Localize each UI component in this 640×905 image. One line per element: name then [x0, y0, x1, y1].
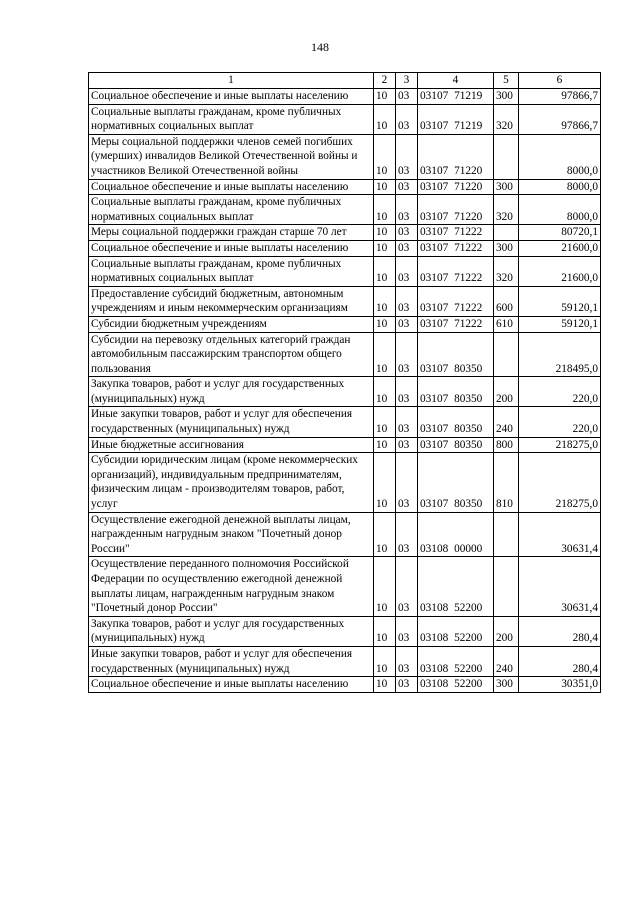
row-subsection-cell: 03: [396, 256, 418, 286]
row-expense-type-cell: 610: [494, 316, 519, 332]
row-subsection-cell: 03: [396, 616, 418, 646]
row-subsection-cell: 03: [396, 437, 418, 453]
row-section-cell: 10: [374, 134, 396, 179]
table-row: [89, 225, 601, 241]
row-target-code-cell: 03108 00000: [418, 512, 494, 557]
row-amount-cell: 59120,1: [519, 286, 601, 316]
table-row: [89, 179, 601, 195]
row-amount-cell: 218275,0: [519, 453, 601, 512]
row-expense-type-cell: 300: [494, 89, 519, 105]
row-subsection-cell: 03: [396, 512, 418, 557]
table-row: [89, 646, 601, 676]
row-expense-type-cell: 600: [494, 286, 519, 316]
table-row: [89, 256, 601, 286]
row-name-cell: Закупка товаров, работ и услуг для государственных (муниципальных) нужд: [89, 377, 374, 407]
row-amount-cell: 8000,0: [519, 179, 601, 195]
row-amount-cell: 30631,4: [519, 557, 601, 616]
row-name-cell: Социальное обеспечение и иные выплаты населению: [89, 179, 374, 195]
row-target-code-cell: 03107 71219: [418, 89, 494, 105]
row-section-cell: 10: [374, 407, 396, 437]
row-expense-type-cell: [494, 512, 519, 557]
row-name-cell: Социальное обеспечение и иные выплаты населению: [89, 240, 374, 256]
row-name-cell: Меры социальной поддержки членов семей погибших (умерших) инвалидов Великой Отечественной войны и участников Великой Отечественной войны: [89, 134, 374, 179]
row-expense-type-cell: 300: [494, 240, 519, 256]
row-expense-type-cell: 800: [494, 437, 519, 453]
row-amount-cell: 97866,7: [519, 104, 601, 134]
row-amount-cell: 21600,0: [519, 256, 601, 286]
table-row: [89, 557, 601, 616]
row-amount-cell: 218275,0: [519, 437, 601, 453]
row-expense-type-cell: 810: [494, 453, 519, 512]
table-header-row: [89, 73, 601, 89]
row-expense-type-cell: 240: [494, 407, 519, 437]
row-section-cell: 10: [374, 89, 396, 105]
row-subsection-cell: 03: [396, 240, 418, 256]
row-target-code-cell: 03107 80350: [418, 437, 494, 453]
header-cell-1: 1: [89, 73, 374, 89]
row-section-cell: 10: [374, 512, 396, 557]
row-expense-type-cell: 300: [494, 179, 519, 195]
table-row: [89, 134, 601, 179]
row-section-cell: 10: [374, 557, 396, 616]
row-subsection-cell: 03: [396, 557, 418, 616]
row-expense-type-cell: [494, 557, 519, 616]
row-amount-cell: 280,4: [519, 616, 601, 646]
row-target-code-cell: 03107 71222: [418, 225, 494, 241]
row-amount-cell: 59120,1: [519, 316, 601, 332]
table-row: [89, 677, 601, 693]
row-target-code-cell: 03108 52200: [418, 616, 494, 646]
row-target-code-cell: 03107 71219: [418, 104, 494, 134]
table-row: [89, 286, 601, 316]
row-target-code-cell: 03107 71220: [418, 195, 494, 225]
row-name-cell: Закупка товаров, работ и услуг для государственных (муниципальных) нужд: [89, 616, 374, 646]
page-number: 148: [311, 40, 329, 54]
row-target-code-cell: 03108 52200: [418, 646, 494, 676]
row-expense-type-cell: [494, 332, 519, 377]
row-section-cell: 10: [374, 104, 396, 134]
row-amount-cell: 30351,0: [519, 677, 601, 693]
row-section-cell: 10: [374, 677, 396, 693]
row-target-code-cell: 03107 71222: [418, 256, 494, 286]
header-cell-3: 3: [396, 73, 418, 89]
row-section-cell: 10: [374, 437, 396, 453]
table-row: [89, 316, 601, 332]
row-subsection-cell: 03: [396, 407, 418, 437]
row-subsection-cell: 03: [396, 286, 418, 316]
row-target-code-cell: 03107 71220: [418, 179, 494, 195]
row-name-cell: Социальное обеспечение и иные выплаты населению: [89, 89, 374, 105]
row-amount-cell: 8000,0: [519, 134, 601, 179]
row-target-code-cell: 03107 80350: [418, 407, 494, 437]
row-name-cell: Социальное обеспечение и иные выплаты населению: [89, 677, 374, 693]
row-target-code-cell: 03107 71222: [418, 286, 494, 316]
row-section-cell: 10: [374, 316, 396, 332]
row-expense-type-cell: 300: [494, 677, 519, 693]
row-section-cell: 10: [374, 225, 396, 241]
row-subsection-cell: 03: [396, 677, 418, 693]
row-target-code-cell: 03107 71222: [418, 316, 494, 332]
header-cell-5: 5: [494, 73, 519, 89]
row-expense-type-cell: 240: [494, 646, 519, 676]
header-cell-2: 2: [374, 73, 396, 89]
row-name-cell: Иные закупки товаров, работ и услуг для обеспечения государственных (муниципальных) нужд: [89, 646, 374, 676]
row-expense-type-cell: [494, 134, 519, 179]
row-section-cell: 10: [374, 377, 396, 407]
row-amount-cell: 218495,0: [519, 332, 601, 377]
row-amount-cell: 80720,1: [519, 225, 601, 241]
row-subsection-cell: 03: [396, 89, 418, 105]
table-row: [89, 407, 601, 437]
row-target-code-cell: 03107 80350: [418, 332, 494, 377]
table-body: [89, 73, 601, 693]
row-expense-type-cell: 200: [494, 616, 519, 646]
row-expense-type-cell: 200: [494, 377, 519, 407]
row-amount-cell: 30631,4: [519, 512, 601, 557]
row-name-cell: Предоставление субсидий бюджетным, автономным учреждениям и иным некоммерческим организациям: [89, 286, 374, 316]
row-expense-type-cell: 320: [494, 195, 519, 225]
table-row: [89, 89, 601, 105]
row-amount-cell: 220,0: [519, 377, 601, 407]
row-subsection-cell: 03: [396, 179, 418, 195]
row-name-cell: Иные закупки товаров, работ и услуг для обеспечения государственных (муниципальных) нужд: [89, 407, 374, 437]
row-target-code-cell: 03108 52200: [418, 557, 494, 616]
row-subsection-cell: 03: [396, 316, 418, 332]
row-target-code-cell: 03107 80350: [418, 377, 494, 407]
row-name-cell: Социальные выплаты гражданам, кроме публичных нормативных социальных выплат: [89, 104, 374, 134]
row-subsection-cell: 03: [396, 646, 418, 676]
row-section-cell: 10: [374, 453, 396, 512]
row-target-code-cell: 03107 80350: [418, 453, 494, 512]
row-subsection-cell: 03: [396, 195, 418, 225]
table-row: [89, 437, 601, 453]
row-section-cell: 10: [374, 179, 396, 195]
row-target-code-cell: 03107 71222: [418, 240, 494, 256]
row-section-cell: 10: [374, 616, 396, 646]
row-section-cell: 10: [374, 195, 396, 225]
row-expense-type-cell: 320: [494, 256, 519, 286]
table-row: [89, 616, 601, 646]
row-amount-cell: 8000,0: [519, 195, 601, 225]
row-subsection-cell: 03: [396, 104, 418, 134]
row-name-cell: Субсидии бюджетным учреждениям: [89, 316, 374, 332]
row-section-cell: 10: [374, 256, 396, 286]
table-row: [89, 377, 601, 407]
row-expense-type-cell: 320: [494, 104, 519, 134]
row-name-cell: Осуществление ежегодной денежной выплаты лицам, награжденным нагрудным знаком "Почетный донор России": [89, 512, 374, 557]
row-section-cell: 10: [374, 646, 396, 676]
header-cell-6: 6: [519, 73, 601, 89]
row-name-cell: Социальные выплаты гражданам, кроме публичных нормативных социальных выплат: [89, 256, 374, 286]
row-name-cell: Социальные выплаты гражданам, кроме публичных нормативных социальных выплат: [89, 195, 374, 225]
table-row: [89, 512, 601, 557]
table-row: [89, 104, 601, 134]
row-subsection-cell: 03: [396, 453, 418, 512]
table-row: [89, 195, 601, 225]
table-row: [89, 453, 601, 512]
table-row: [89, 332, 601, 377]
row-subsection-cell: 03: [396, 225, 418, 241]
row-subsection-cell: 03: [396, 377, 418, 407]
row-name-cell: Меры социальной поддержки граждан старше 70 лет: [89, 225, 374, 241]
row-expense-type-cell: [494, 225, 519, 241]
table-row: [89, 240, 601, 256]
row-section-cell: 10: [374, 286, 396, 316]
row-subsection-cell: 03: [396, 332, 418, 377]
row-name-cell: Субсидии юридическим лицам (кроме некоммерческих организаций), индивидуальным предпринимателям, физическим лицам - производителям товаров, работ, услуг: [89, 453, 374, 512]
row-section-cell: 10: [374, 240, 396, 256]
header-cell-4: 4: [418, 73, 494, 89]
row-target-code-cell: 03108 52200: [418, 677, 494, 693]
row-subsection-cell: 03: [396, 134, 418, 179]
row-amount-cell: 21600,0: [519, 240, 601, 256]
budget-table: [88, 72, 601, 693]
row-amount-cell: 220,0: [519, 407, 601, 437]
row-section-cell: 10: [374, 332, 396, 377]
row-name-cell: Иные бюджетные ассигнования: [89, 437, 374, 453]
row-target-code-cell: 03107 71220: [418, 134, 494, 179]
row-name-cell: Субсидии на перевозку отдельных категорий граждан автомобильным пассажирским транспортом общего пользования: [89, 332, 374, 377]
row-amount-cell: 280,4: [519, 646, 601, 676]
row-name-cell: Осуществление переданного полномочия Российской Федерации по осуществлению ежегодной денежной выплаты лицам, награжденным нагрудным знаком "Почетный донор России": [89, 557, 374, 616]
row-amount-cell: 97866,7: [519, 89, 601, 105]
